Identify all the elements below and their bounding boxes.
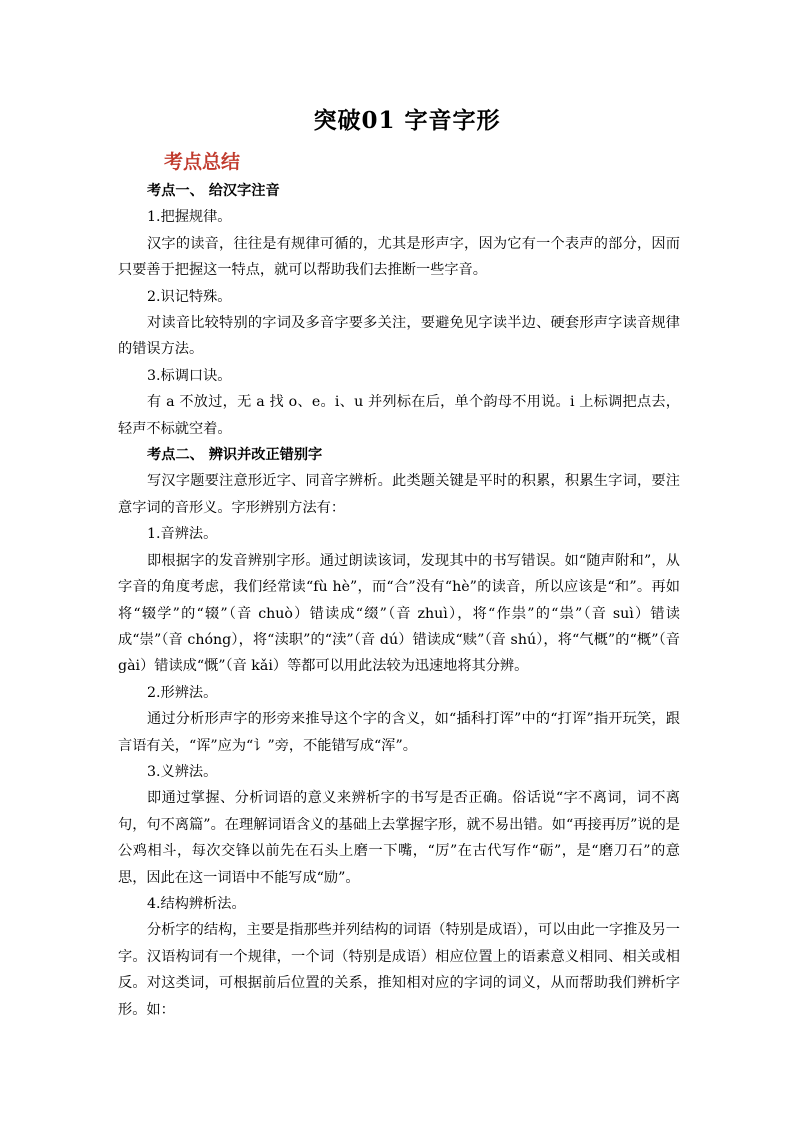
document-title: 突破01 字音字形 (313, 107, 501, 134)
kp2-method3-title: 3.义辨法。 (147, 763, 218, 780)
kp2-heading: 考点二、 辨识并改正错别字 (147, 447, 323, 464)
kp1-heading: 考点一、 给汉字注音 (147, 183, 280, 199)
kp2-method2-body: 通过分析形声字的形旁来推导这个字的含义，如“插科打诨”中的“打诨”指开玩笑，跟言语有关，“诨”应为“讠”旁，不能错写成“浑”。 (118, 711, 680, 754)
kp2-method1-body: 即根据字的发音辨别字形。通过朗读该词，发现其中的书写错误。如“随声附和”，从字音的角度考虑，我们经常读“fù hè”，而“合”没有“hè”的读音，所以应该是“和”。再如将“辍学”的“辍”（音 chuò）错读成“缀”（音 zhuì），将“作祟”的“祟”（音 suì）错读成“崇”（音 chóng），将“渎职”的“渎”（音 dú）错读成“赎”（音 shú），将“气概”的“概”（音 gài）错读成“慨”（音 kǎi）等都可以用此法较为迅速地将其分辨。 (118, 552, 680, 675)
kp1-rule3-title: 3.标调口诀。 (147, 367, 232, 384)
kp2-method1-title: 1.音辨法。 (147, 526, 218, 543)
kp1-rule3-body: 有 a 不放过，无 a 找 o、e。i、u 并列标在后，单个韵母不用说。i 上标调把点去，轻声不标就空着。 (118, 394, 680, 437)
kp1-rule2-title: 2.识记特殊。 (147, 288, 232, 305)
kp2-method4-title: 4.结构辨析法。 (147, 895, 246, 912)
kp2-intro: 写汉字题要注意形近字、同音字辨析。此类题关键是平时的积累，积累生字词，要注意字词的音形义。字形辨别方法有： (118, 473, 680, 516)
document-body (118, 178, 680, 1023)
kp2-method3-body: 即通过掌握、分析词语的意义来辨析字的书写是否正确。俗话说“字不离词，词不离句，句不离篇”。在理解词语含义的基础上去掌握字形，就不易出错。如“再接再厉”说的是公鸡相斗，每次交锋以前先在石头上磨一下嘴，“厉”在古代写作“砺”，是“磨刀石”的意思，因此在这一词语中不能写成“励”。 (118, 790, 680, 886)
kp1-rule2-body: 对读音比较特别的字词及多音字要多关注，要避免见字读半边、硬套形声字读音规律的错误方法。 (118, 315, 680, 358)
kp2-method4-body: 分析字的结构，主要是指那些并列结构的词语（特别是成语），可以由此一字推及另一字。汉语构词有一个规律，一个词（特别是成语）相应位置上的语素意义相同、相关或相反。对这类词，可根据前后位置的关系，推知相对应的字词的词义，从而帮助我们辨析字形。如： (118, 922, 680, 1018)
kp1-rule1-body: 汉字的读音，往往是有规律可循的，尤其是形声字，因为它有一个表声的部分，因而只要善于把握这一特点，就可以帮助我们去推断一些字音。 (118, 235, 680, 279)
kp1-rule1-title: 1.把握规律。 (147, 209, 232, 226)
kp2-method2-title: 2.形辨法。 (147, 684, 218, 701)
section-heading: 考点总结 (164, 151, 241, 173)
